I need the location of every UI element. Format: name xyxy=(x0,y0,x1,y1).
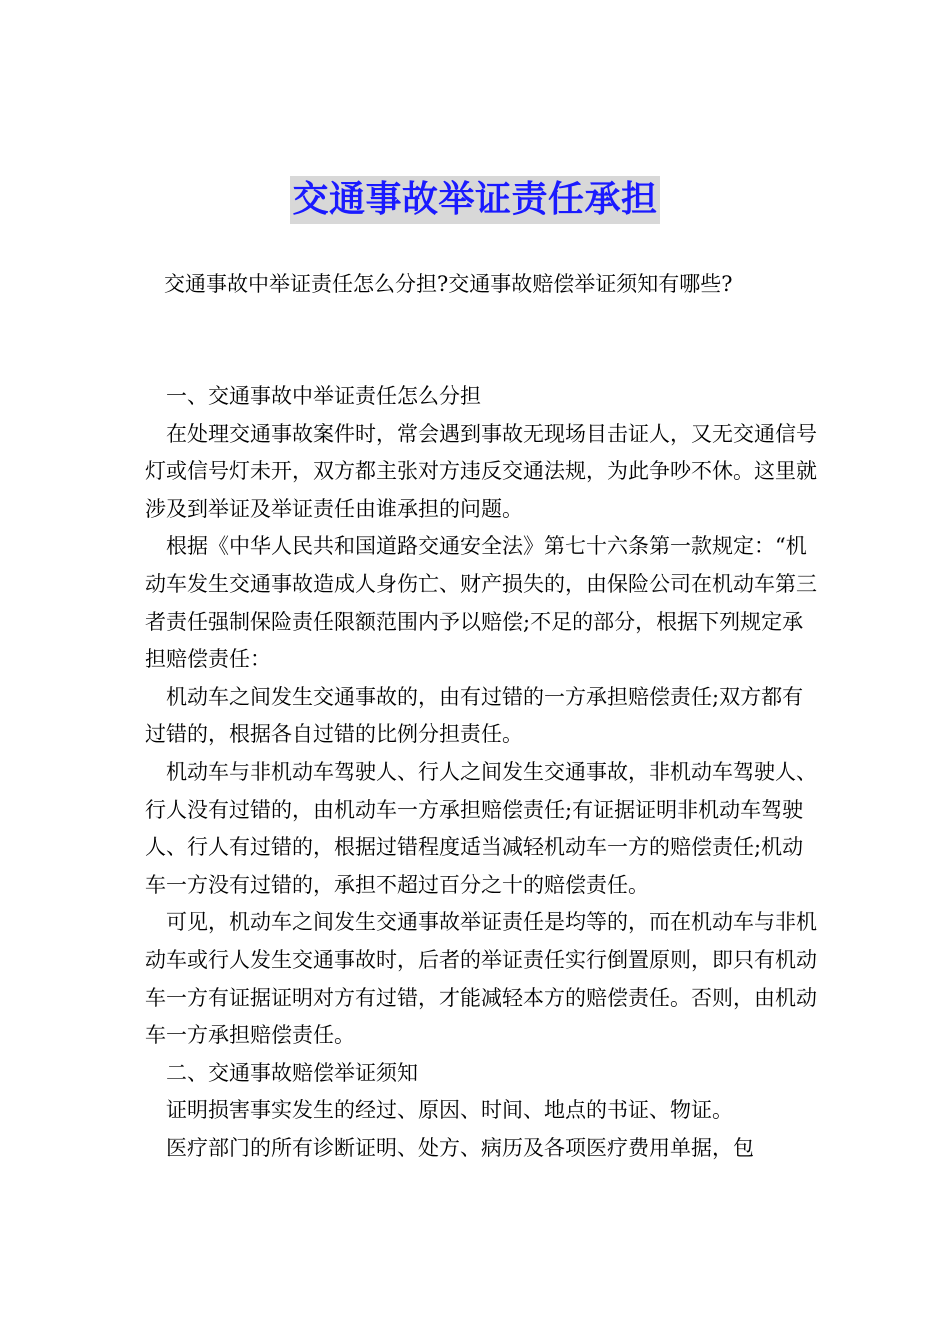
paragraph: 机动车之间发生交通事故的，由有过错的一方承担赔偿责任;双方都有过错的，根据各自过错的比例分担责任。 xyxy=(145,684,804,747)
paragraph: 机动车与非机动车驾驶人、行人之间发生交通事故，非机动车驾驶人、行人没有过错的，由机动车一方承担赔偿责任;有证据证明非机动车驾驶人、行人有过错的，根据过错程度适当减轻机动车一方的赔偿责任;机动车一方没有过错的，承担不超过百分之十的赔偿责任。 xyxy=(145,759,817,897)
paragraph: 在处理交通事故案件时，常会遇到事故无现场目击证人，又无交通信号灯或信号灯未开，双方都主张对方违反交通法规，为此争吵不休。这里就涉及到举证及举证责任由谁承担的问题。 xyxy=(145,421,817,521)
title-container xyxy=(0,176,950,224)
section-heading-1: 一、交通事故中举证责任怎么分担 xyxy=(166,384,481,408)
paragraph: 根据《中华人民共和国道路交通安全法》第七十六条第一款规定：“机动车发生交通事故造成人身伤亡、财产损失的，由保险公司在机动车第三者责任强制保险责任限额范围内予以赔偿;不足的部分，根据下列规定承担赔偿责任： xyxy=(145,534,817,672)
document-body xyxy=(145,378,820,1167)
paragraph: 医疗部门的所有诊断证明、处方、病历及各项医疗费用单据，包 xyxy=(166,1135,754,1160)
paragraph: 可见，机动车之间发生交通事故举证责任是均等的，而在机动车与非机动车或行人发生交通事故时，后者的举证责任实行倒置原则，即只有机动车一方有证据证明对方有过错，才能减轻本方的赔偿责任。否则，由机动车一方承担赔偿责任。 xyxy=(145,910,817,1048)
section-heading-2: 二、交通事故赔偿举证须知 xyxy=(166,1060,418,1085)
document-title: 交通事故举证责任承担 xyxy=(290,176,659,224)
document-subtitle: 交通事故中举证责任怎么分担?交通事故赔偿举证须知有哪些? xyxy=(164,272,733,296)
paragraph: 证明损害事实发生的经过、原因、时间、地点的书证、物证。 xyxy=(166,1098,733,1123)
